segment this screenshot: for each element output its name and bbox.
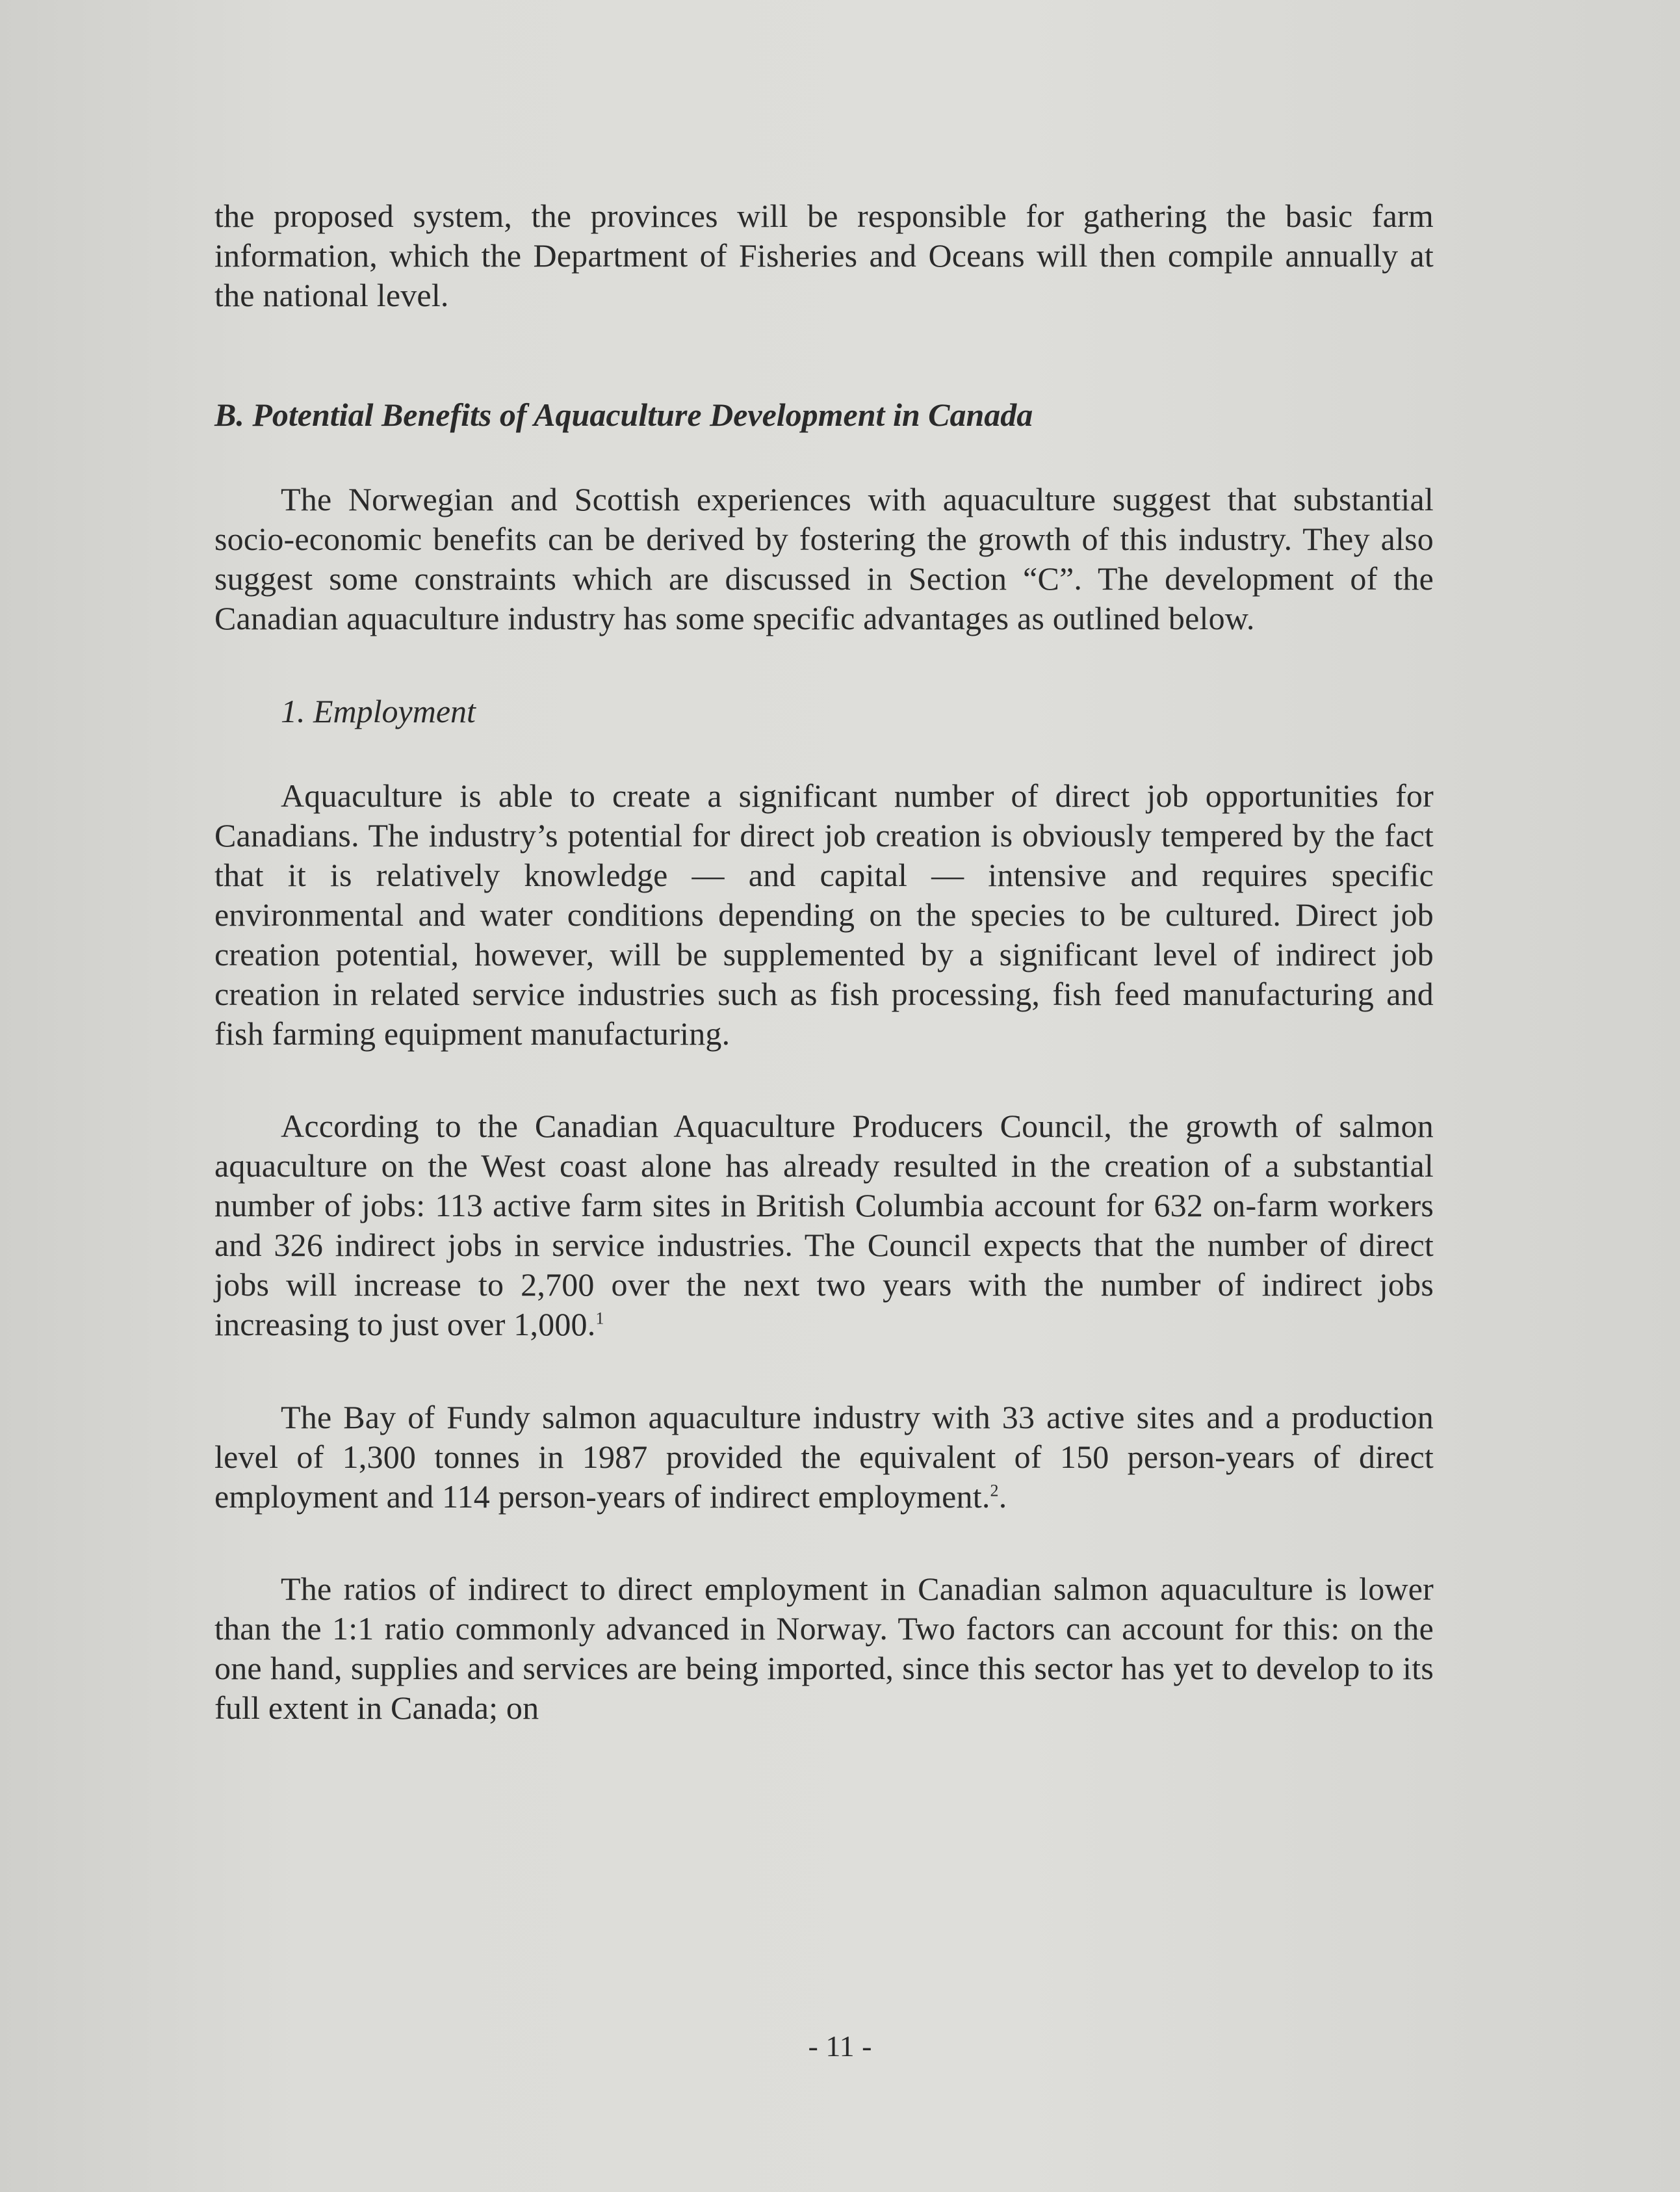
- footnote-trailing-punct: .: [998, 1478, 1007, 1515]
- footnote-marker-1: 1: [595, 1309, 604, 1328]
- footnote-marker-2: 2: [990, 1481, 999, 1500]
- employment-paragraph-3-text: The Bay of Fundy salmon aquaculture industry with 33 active sites and a production level of 1,300 tonnes in 1987 provided the equivalent of 150 person-years of direct employment and 114 person-years of indirect employment.: [214, 1399, 1434, 1515]
- section-b-heading: B. Potential Benefits of Aquaculture Development in Canada: [214, 397, 1033, 433]
- page-body: [214, 196, 1434, 1728]
- employment-paragraph-3: [214, 1398, 1434, 1517]
- employment-paragraph-2-text: According to the Canadian Aquaculture Producers Council, the growth of salmon aquaculture on the West coast alone has already resulted in the creation of a substantial number of jobs: 113 active farm sites in British Columbia account for 632 on-farm workers and 326 indirect jobs in service industries. The Council expects that the number of direct jobs will increase to 2,700 over the next two years with the number of indirect jobs increasing to just over 1,000.: [214, 1108, 1434, 1342]
- section-b-paragraph: The Norwegian and Scottish experiences with aquaculture suggest that substantial socio-economic benefits can be derived by fostering the growth of this industry. They also suggest some constraints which are discussed in Section “C”. The development of the Canadian aquaculture industry has some specific advantages as outlined below.: [214, 481, 1434, 636]
- employment-paragraph-2: [214, 1106, 1434, 1344]
- page-number: - 11 -: [808, 2029, 872, 2063]
- subsection-employment-heading: 1. Employment: [281, 693, 476, 729]
- employment-paragraph-1: Aquaculture is able to create a significant number of direct job opportunities for Canadians. The industry’s potential for direct job creation is obviously tempered by the fact that it is relatively knowledge — and capital — intensive and requires specific environmental and water conditions depending on the species to be cultured. Direct job creation potential, however, will be supplemented by a significant level of indirect job creation in related service industries such as fish processing, fish feed manufacturing and fish farming equipment manufacturing.: [214, 777, 1434, 1052]
- employment-paragraph-4: The ratios of indirect to direct employment in Canadian salmon aquaculture is lower than the 1:1 ratio commonly advanced in Norway. Two factors can account for this: on the one hand, supplies and services are being imported, since this sector has yet to develop to its full extent in Canada; on: [214, 1571, 1434, 1726]
- intro-paragraph: the proposed system, the provinces will be responsible for gathering the basic farm information, which the Department of Fisheries and Oceans will then compile annually at the national level.: [214, 198, 1434, 313]
